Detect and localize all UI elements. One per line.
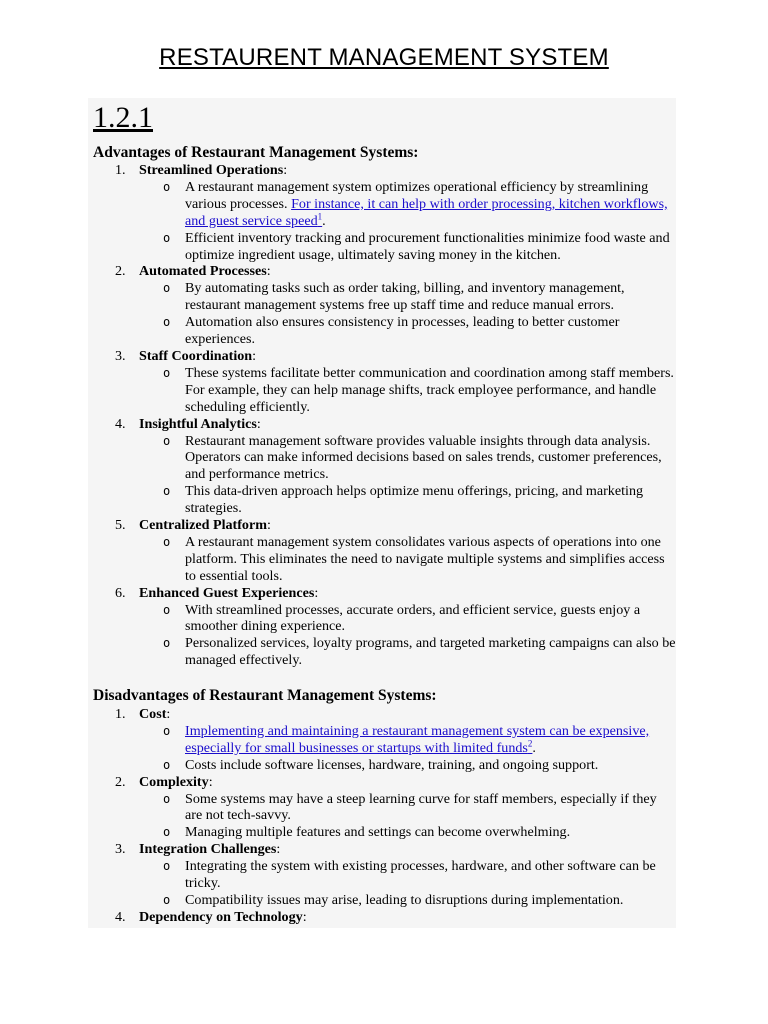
list-item bbox=[88, 909, 676, 926]
bullet-item bbox=[88, 365, 676, 416]
list-item bbox=[88, 416, 676, 517]
circle-bullet-icon: o bbox=[163, 433, 171, 448]
list-item bbox=[88, 263, 676, 348]
bullet-item bbox=[88, 483, 676, 517]
item-heading bbox=[88, 774, 676, 791]
list-item bbox=[88, 774, 676, 842]
circle-bullet-icon: o bbox=[163, 315, 171, 330]
item-number: 1. bbox=[115, 162, 126, 178]
bullet-item bbox=[88, 858, 676, 892]
bullet-text: A restaurant management system consolidates various aspects of operations into one platform. This eliminates the need to navigate multiple systems and simplifies access to essential tools. bbox=[185, 533, 665, 584]
item-heading bbox=[88, 263, 676, 280]
bullet-text: Managing multiple features and settings can become overwhelming. bbox=[185, 824, 571, 841]
list-item bbox=[88, 706, 676, 774]
item-number: 5. bbox=[115, 517, 126, 534]
item-number: 2. bbox=[115, 773, 126, 790]
bullet-text: A restaurant management system optimizes operational efficiency by streamlining various processes. bbox=[185, 178, 649, 212]
circle-bullet-icon: o bbox=[163, 723, 171, 738]
item-number: 4. bbox=[115, 908, 126, 925]
citation-link-text[interactable]: Implementing and maintaining a restaurant management system can be expensive, especially for small businesses or startups with limited funds bbox=[185, 722, 650, 756]
item-colon: : bbox=[266, 263, 271, 280]
circle-bullet-icon: o bbox=[163, 365, 171, 380]
bullet-item bbox=[88, 179, 676, 230]
list-item bbox=[88, 162, 676, 263]
bullet-item bbox=[88, 314, 676, 348]
section-number: 1.2.1 bbox=[93, 101, 153, 134]
item-heading bbox=[88, 348, 676, 365]
item-label: Centralized Platform bbox=[139, 517, 267, 534]
list-item bbox=[88, 348, 676, 416]
item-heading bbox=[88, 162, 676, 179]
circle-bullet-icon: o bbox=[163, 484, 171, 499]
list-item bbox=[88, 841, 676, 909]
bullet-text: With streamlined processes, accurate orders, and efficient service, guests enjoy a smoother dining experience. bbox=[185, 601, 641, 635]
item-colon: : bbox=[166, 706, 171, 722]
bullet-item bbox=[88, 892, 676, 909]
bullet-text: Some systems may have a steep learning curve for staff members, especially if they are not tech-savvy. bbox=[185, 790, 657, 824]
item-number: 4. bbox=[115, 415, 126, 432]
bullet-text: Integrating the system with existing processes, hardware, and other software can be tricky. bbox=[185, 858, 656, 892]
item-colon: : bbox=[302, 908, 307, 925]
item-heading bbox=[88, 909, 676, 926]
bullet-item bbox=[88, 433, 676, 484]
item-colon: : bbox=[208, 773, 213, 790]
bullet-trailing-punct: . bbox=[532, 739, 536, 756]
item-colon: : bbox=[256, 415, 261, 432]
bullet-text: Restaurant management software provides valuable insights through data analysis. Operators can make informed decisions based on sales trends, customer preferences, and performance metrics. bbox=[185, 432, 662, 483]
bullet-text: By automating tasks such as order taking, billing, and inventory management, restaurant management systems free up staff time and reduce manual errors. bbox=[185, 280, 625, 314]
advantages-list bbox=[88, 162, 676, 669]
bullet-text: Compatibility issues may arise, leading to disruptions during implementation. bbox=[185, 891, 624, 908]
item-label: Staff Coordination bbox=[139, 347, 253, 364]
circle-bullet-icon: o bbox=[163, 859, 171, 874]
item-number: 6. bbox=[115, 584, 126, 601]
item-number: 2. bbox=[115, 263, 126, 280]
circle-bullet-icon: o bbox=[163, 825, 171, 840]
bullet-text: These systems facilitate better communication and coordination among staff members. For example, they can help manage shifts, track employee performance, and handle scheduling efficiently. bbox=[185, 364, 674, 415]
bullet-text: Costs include software licenses, hardware, training, and ongoing support. bbox=[185, 756, 599, 773]
item-heading bbox=[88, 706, 676, 723]
document-title: RESTAURENT MANAGEMENT SYSTEM bbox=[159, 44, 609, 71]
item-number: 3. bbox=[115, 841, 126, 858]
circle-bullet-icon: o bbox=[163, 179, 171, 194]
bullet-item bbox=[88, 280, 676, 314]
item-label: Insightful Analytics bbox=[139, 415, 257, 432]
bullet-item bbox=[88, 230, 676, 264]
bullet-text: This data-driven approach helps optimize menu offerings, pricing, and marketing strategies. bbox=[185, 483, 644, 517]
item-heading bbox=[88, 517, 676, 534]
item-number: 1. bbox=[115, 706, 126, 722]
footnote-ref[interactable]: 1 bbox=[317, 211, 323, 222]
item-colon: : bbox=[252, 347, 257, 364]
list-item bbox=[88, 585, 676, 670]
item-label: Cost bbox=[139, 706, 167, 722]
advantages-heading: Advantages of Restaurant Management Systems: bbox=[93, 144, 419, 161]
bullet-item bbox=[88, 534, 676, 585]
item-colon: : bbox=[314, 584, 319, 601]
circle-bullet-icon: o bbox=[163, 281, 171, 296]
item-colon: : bbox=[266, 517, 271, 534]
item-heading bbox=[88, 585, 676, 602]
item-label: Streamlined Operations bbox=[139, 162, 284, 178]
item-number: 3. bbox=[115, 347, 126, 364]
bullet-trailing-punct: . bbox=[322, 212, 326, 229]
disadvantages-list bbox=[88, 706, 676, 926]
circle-bullet-icon: o bbox=[163, 602, 171, 617]
item-colon: : bbox=[283, 162, 288, 178]
item-label: Complexity bbox=[139, 773, 209, 790]
bullet-item bbox=[88, 723, 676, 757]
circle-bullet-icon: o bbox=[163, 230, 171, 245]
footnote-ref[interactable]: 2 bbox=[527, 738, 533, 749]
item-label: Integration Challenges bbox=[139, 841, 277, 858]
list-item bbox=[88, 517, 676, 585]
circle-bullet-icon: o bbox=[163, 892, 171, 907]
bullet-item bbox=[88, 635, 676, 669]
bullet-text: Personalized services, loyalty programs, and targeted marketing campaigns can also be managed effectively. bbox=[185, 635, 676, 669]
bullet-item bbox=[88, 791, 676, 825]
circle-bullet-icon: o bbox=[163, 791, 171, 806]
item-label: Enhanced Guest Experiences bbox=[139, 584, 315, 601]
circle-bullet-icon: o bbox=[163, 534, 171, 549]
citation-link-text[interactable]: For instance, it can help with order processing, kitchen workflows, and guest service speed bbox=[185, 195, 668, 229]
document-body bbox=[88, 98, 676, 928]
circle-bullet-icon: o bbox=[163, 636, 171, 651]
item-label: Automated Processes bbox=[139, 263, 267, 280]
citation-link[interactable] bbox=[185, 723, 649, 756]
item-heading bbox=[88, 841, 676, 858]
disadvantages-heading: Disadvantages of Restaurant Management Systems: bbox=[93, 687, 437, 704]
bullet-text: Automation also ensures consistency in processes, leading to better customer experiences. bbox=[185, 314, 620, 348]
bullet-item bbox=[88, 824, 676, 841]
circle-bullet-icon: o bbox=[163, 757, 171, 772]
item-label: Dependency on Technology bbox=[139, 908, 303, 925]
bullet-item bbox=[88, 602, 676, 636]
bullet-text: Efficient inventory tracking and procurement functionalities minimize food waste and optimize ingredient usage, ultimately saving money in the kitchen. bbox=[185, 229, 670, 263]
item-heading bbox=[88, 416, 676, 433]
item-colon: : bbox=[276, 841, 281, 858]
bullet-item bbox=[88, 757, 676, 774]
